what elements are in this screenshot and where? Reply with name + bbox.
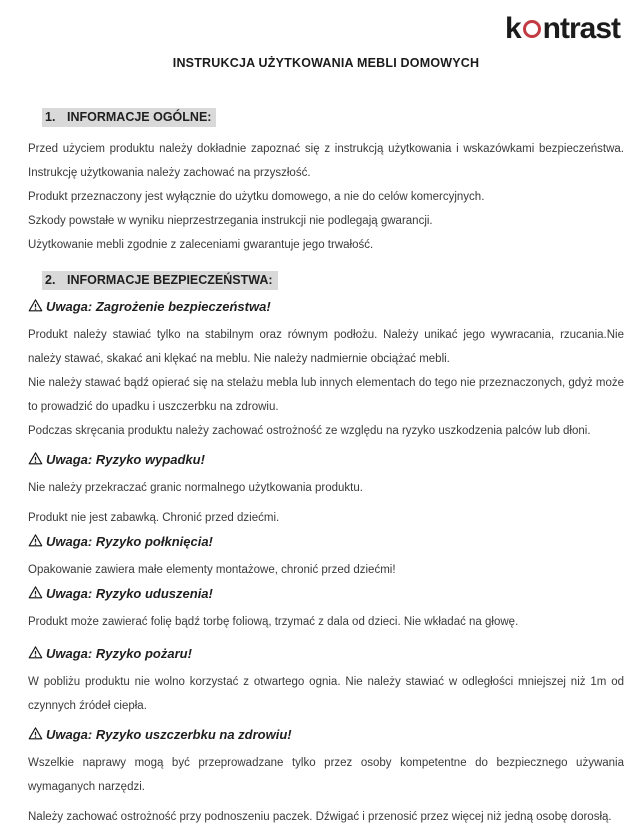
warning-triangle-icon bbox=[28, 451, 43, 466]
section2-heading bbox=[42, 271, 624, 290]
paragraph: Produkt może zawierać folię bądź torbę foliową, trzymać z dala od dzieci. Nie wkładać na głowę. bbox=[28, 616, 519, 628]
warning-heading-ryzyko-pozaru bbox=[28, 646, 624, 661]
section1-heading bbox=[42, 108, 624, 127]
section1-heading-highlight bbox=[42, 108, 216, 127]
paragraph: Produkt nie jest zabawką. Chronić przed dziećmi. bbox=[28, 512, 280, 524]
warning-label: Uwaga: Ryzyko uduszenia! bbox=[46, 586, 213, 601]
logo-o-ring-icon bbox=[523, 20, 541, 38]
warning-heading-ryzyko-polkniecia bbox=[28, 534, 624, 549]
warning-heading-ryzyko-wypadku bbox=[28, 452, 624, 467]
warning-label: Uwaga: Ryzyko pożaru! bbox=[46, 646, 192, 661]
paragraph: Produkt należy stawiać tylko na stabilnym oraz równym podłożu. Należy unikać jego wywracania, rzucania.Nie należy stawać, skakać ani klękać na meblu. Nie należy nadmiernie obciążać mebli. bbox=[28, 329, 624, 365]
paragraph: Podczas skręcania produktu należy zachować ostrożność ze względu na ryzyko uszkodzenia palców lub dłoni. bbox=[28, 425, 591, 437]
kontrast-logo bbox=[28, 12, 624, 46]
section1-number: 1. bbox=[45, 110, 56, 124]
paragraph: Opakowanie zawiera małe elementy montażowe, chronić przed dziećmi! bbox=[28, 564, 396, 576]
section1-title: INFORMACJE OGÓLNE: bbox=[67, 110, 212, 124]
warning-triangle-icon bbox=[28, 585, 43, 600]
paragraph: Szkody powstałe w wyniku nieprzestrzegania instrukcji nie podlegają gwarancji. bbox=[28, 215, 433, 227]
paragraph: Przed użyciem produktu należy dokładnie zapoznać się z instrukcją użytkowania i wskazówkami bezpieczeństwa. Instrukcję użytkowania należy zachować na przyszłość. bbox=[28, 143, 624, 179]
warning-label: Uwaga: Ryzyko wypadku! bbox=[46, 452, 205, 467]
section2-heading-highlight bbox=[42, 271, 278, 290]
document-title: INSTRUKCJA UŻYTKOWANIA MEBLI DOMOWYCH bbox=[172, 56, 480, 70]
paragraph: Nie należy przekraczać granic normalnego użytkowania produktu. bbox=[28, 482, 363, 494]
warning-label: Uwaga: Ryzyko połknięcia! bbox=[46, 534, 213, 549]
warning-triangle-icon bbox=[28, 726, 43, 741]
logo-text-ntrast: ntrast bbox=[542, 12, 620, 45]
warning-label: Uwaga: Ryzyko uszczerbku na zdrowiu! bbox=[46, 727, 292, 742]
section2-number: 2. bbox=[45, 273, 56, 287]
paragraph: Produkt przeznaczony jest wyłącznie do użytku domowego, a nie do celów komercyjnych. bbox=[28, 191, 485, 203]
warning-label: Uwaga: Zagrożenie bezpieczeństwa! bbox=[46, 299, 271, 314]
section2-title: INFORMACJE BEZPIECZEŃSTWA: bbox=[67, 273, 273, 287]
warning-triangle-icon bbox=[28, 645, 43, 660]
section-general-info bbox=[28, 108, 624, 257]
warning-heading-ryzyko-uduszenia bbox=[28, 586, 624, 601]
section-safety-info bbox=[28, 271, 624, 829]
paragraph: Nie należy stawać bądź opierać się na stelażu mebla lub innych elementach do tego nie przeznaczonych, gdyż może to prowadzić do upadku i uszczerbku na zdrowiu. bbox=[28, 377, 624, 413]
paragraph: Użytkowanie mebli zgodnie z zaleceniami gwarantuje jego trwałość. bbox=[28, 239, 374, 251]
warning-triangle-icon bbox=[28, 298, 43, 313]
warning-heading-zagrozenie-bezpieczenstwa bbox=[28, 299, 624, 314]
warning-heading-ryzyko-uszczerbku bbox=[28, 727, 624, 742]
logo-text-k: k bbox=[504, 12, 521, 45]
warning-triangle-icon bbox=[28, 533, 43, 548]
paragraph: Wszelkie naprawy mogą być przeprowadzane tylko przez osoby kompetentne do bezpiecznego używania wymaganych narzędzi. bbox=[28, 757, 624, 793]
paragraph: Należy zachować ostrożność przy podnoszeniu paczek. Dźwigać i przenosić przez więcej niż jedną osobę dorosłą. bbox=[28, 811, 612, 823]
paragraph: W pobliżu produktu nie wolno korzystać z otwartego ognia. Nie należy stawiać w odległości mniejszej niż 1m od czynnych źródeł ciepła. bbox=[28, 676, 624, 712]
